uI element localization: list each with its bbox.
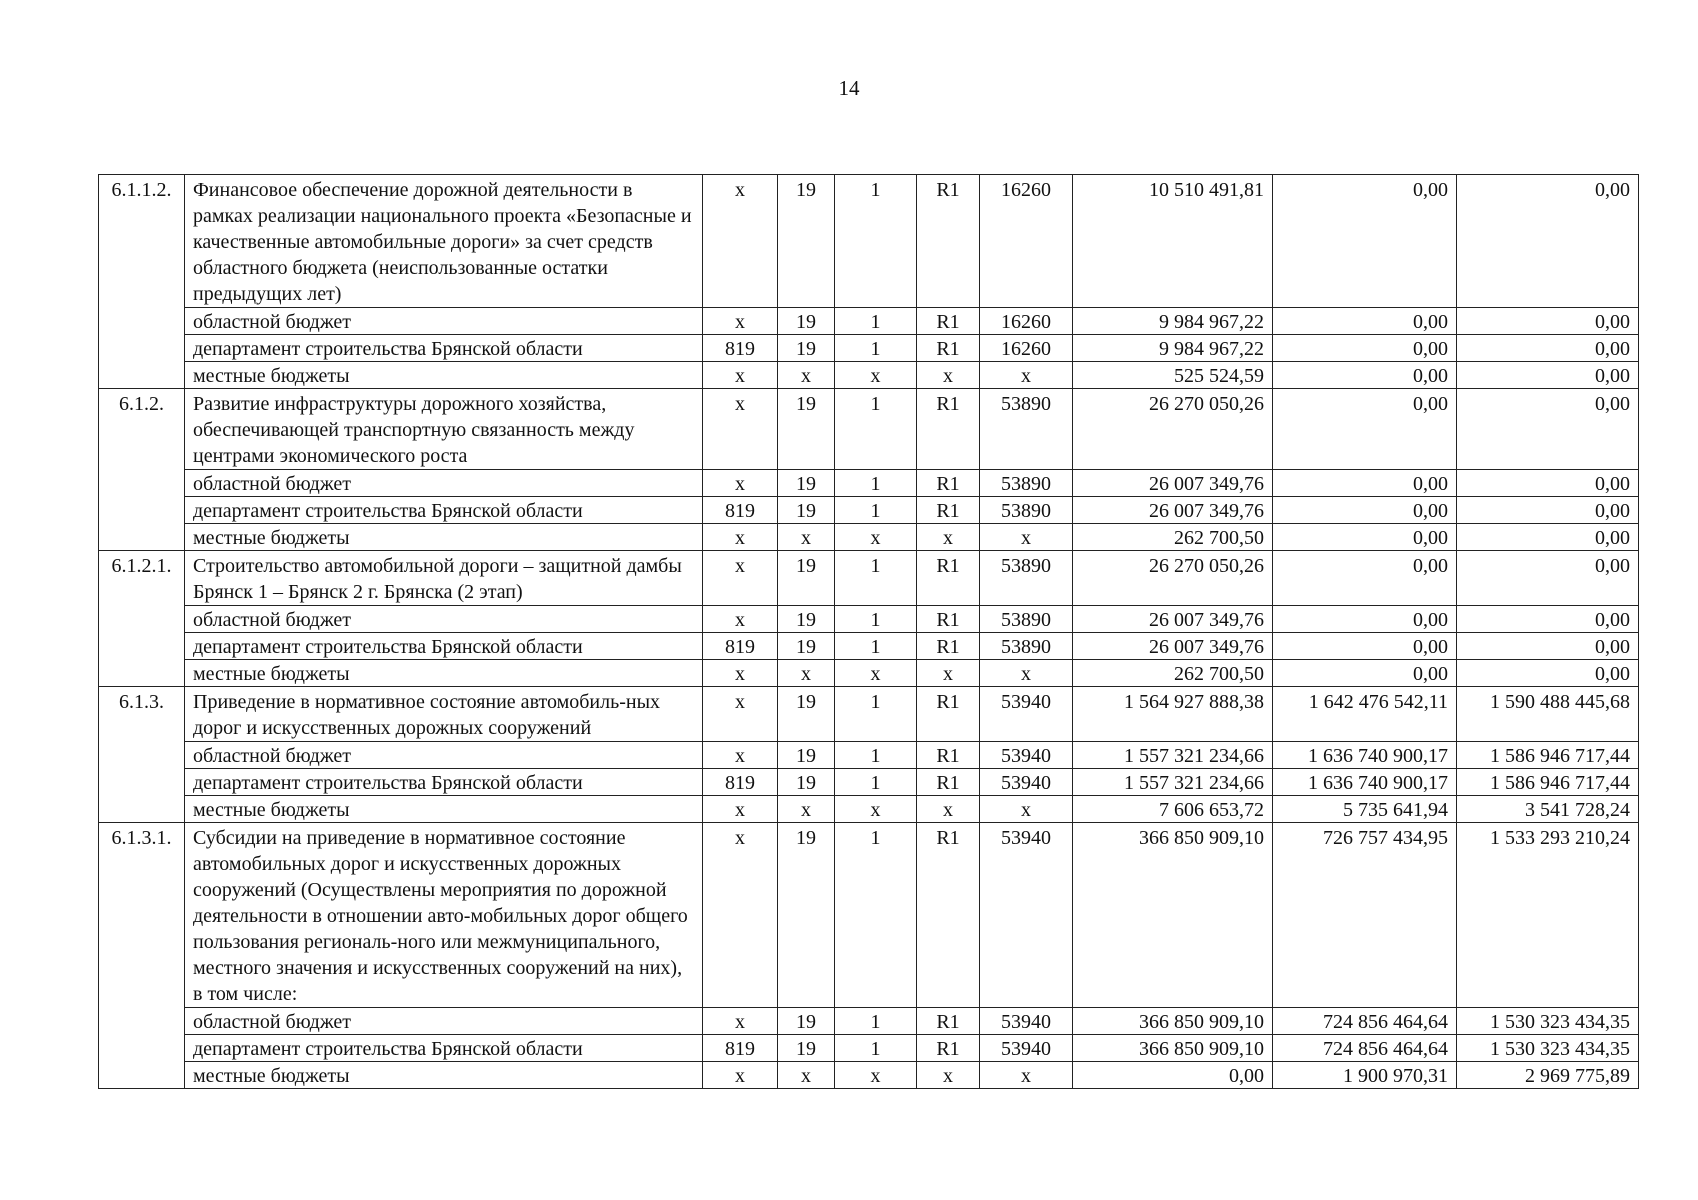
subprogram-code: 1 xyxy=(835,497,917,524)
amount-2: 0,00 xyxy=(1273,470,1457,497)
item-name: местные бюджеты xyxy=(185,660,703,687)
subprogram-code: 1 xyxy=(835,175,917,308)
table-row xyxy=(99,823,1639,1008)
project-code: R1 xyxy=(917,687,980,742)
section-code: 19 xyxy=(778,823,835,1008)
section-code: x xyxy=(778,660,835,687)
project-code: R1 xyxy=(917,606,980,633)
amount-3: 0,00 xyxy=(1457,524,1639,551)
item-name: Приведение в нормативное состояние автомобиль-ных дорог и искусственных дорожных сооружений xyxy=(185,687,703,742)
budget-table xyxy=(98,174,1639,1089)
amount-1: 262 700,50 xyxy=(1073,660,1273,687)
section-code: 19 xyxy=(778,633,835,660)
amount-1: 1 564 927 888,38 xyxy=(1073,687,1273,742)
amount-2: 0,00 xyxy=(1273,497,1457,524)
table-row xyxy=(99,524,1639,551)
admin-code: 819 xyxy=(703,335,778,362)
table-row xyxy=(99,497,1639,524)
direction-code: 53940 xyxy=(980,1035,1073,1062)
item-name: Строительство автомобильной дороги – защитной дамбы Брянск 1 – Брянск 2 г. Брянска (2 этап) xyxy=(185,551,703,606)
table-row xyxy=(99,362,1639,389)
item-name: департамент строительства Брянской области xyxy=(185,633,703,660)
project-code: R1 xyxy=(917,633,980,660)
table-row xyxy=(99,660,1639,687)
amount-1: 9 984 967,22 xyxy=(1073,308,1273,335)
section-code: x xyxy=(778,524,835,551)
direction-code: 53890 xyxy=(980,470,1073,497)
admin-code: x xyxy=(703,551,778,606)
admin-code: x xyxy=(703,308,778,335)
amount-2: 0,00 xyxy=(1273,551,1457,606)
project-code: x xyxy=(917,796,980,823)
item-code: 6.1.2. xyxy=(99,389,185,551)
amount-2: 1 900 970,31 xyxy=(1273,1062,1457,1089)
item-name: местные бюджеты xyxy=(185,796,703,823)
subprogram-code: 1 xyxy=(835,1008,917,1035)
subprogram-code: 1 xyxy=(835,606,917,633)
amount-3: 0,00 xyxy=(1457,362,1639,389)
amount-3: 1 586 946 717,44 xyxy=(1457,742,1639,769)
item-name: Развитие инфраструктуры дорожного хозяйства, обеспечивающей транспортную связанность между центрами экономического роста xyxy=(185,389,703,470)
admin-code: x xyxy=(703,660,778,687)
amount-2: 0,00 xyxy=(1273,389,1457,470)
amount-1: 366 850 909,10 xyxy=(1073,1035,1273,1062)
project-code: R1 xyxy=(917,335,980,362)
item-name: областной бюджет xyxy=(185,742,703,769)
amount-3: 0,00 xyxy=(1457,308,1639,335)
amount-3: 1 586 946 717,44 xyxy=(1457,769,1639,796)
item-name: департамент строительства Брянской области xyxy=(185,1035,703,1062)
amount-1: 366 850 909,10 xyxy=(1073,823,1273,1008)
admin-code: x xyxy=(703,524,778,551)
direction-code: 53940 xyxy=(980,823,1073,1008)
amount-2: 0,00 xyxy=(1273,524,1457,551)
direction-code: x xyxy=(980,362,1073,389)
page-number: 14 xyxy=(838,76,860,100)
item-code: 6.1.1.2. xyxy=(99,175,185,389)
amount-3: 0,00 xyxy=(1457,660,1639,687)
item-name: местные бюджеты xyxy=(185,524,703,551)
section-code: 19 xyxy=(778,470,835,497)
item-name: местные бюджеты xyxy=(185,362,703,389)
amount-2: 0,00 xyxy=(1273,633,1457,660)
section-code: 19 xyxy=(778,742,835,769)
direction-code: 53890 xyxy=(980,497,1073,524)
subprogram-code: x xyxy=(835,524,917,551)
admin-code: 819 xyxy=(703,769,778,796)
project-code: R1 xyxy=(917,497,980,524)
amount-1: 26 007 349,76 xyxy=(1073,470,1273,497)
project-code: R1 xyxy=(917,1035,980,1062)
project-code: R1 xyxy=(917,1008,980,1035)
table-row xyxy=(99,308,1639,335)
amount-1: 1 557 321 234,66 xyxy=(1073,769,1273,796)
amount-3: 0,00 xyxy=(1457,175,1639,308)
table-row xyxy=(99,470,1639,497)
direction-code: 53890 xyxy=(980,606,1073,633)
amount-3: 0,00 xyxy=(1457,633,1639,660)
section-code: x xyxy=(778,796,835,823)
table-row xyxy=(99,175,1639,308)
table-row xyxy=(99,1035,1639,1062)
amount-2: 0,00 xyxy=(1273,660,1457,687)
admin-code: x xyxy=(703,362,778,389)
amount-1: 7 606 653,72 xyxy=(1073,796,1273,823)
item-name: областной бюджет xyxy=(185,1008,703,1035)
project-code: R1 xyxy=(917,742,980,769)
table-row xyxy=(99,633,1639,660)
project-code: R1 xyxy=(917,551,980,606)
section-code: 19 xyxy=(778,551,835,606)
amount-2: 0,00 xyxy=(1273,606,1457,633)
amount-3: 1 530 323 434,35 xyxy=(1457,1035,1639,1062)
direction-code: 53940 xyxy=(980,742,1073,769)
project-code: R1 xyxy=(917,308,980,335)
subprogram-code: 1 xyxy=(835,823,917,1008)
subprogram-code: 1 xyxy=(835,769,917,796)
direction-code: 16260 xyxy=(980,335,1073,362)
amount-3: 0,00 xyxy=(1457,497,1639,524)
table-row xyxy=(99,796,1639,823)
section-code: 19 xyxy=(778,1008,835,1035)
table-row xyxy=(99,1008,1639,1035)
item-name: департамент строительства Брянской области xyxy=(185,497,703,524)
admin-code: x xyxy=(703,1062,778,1089)
amount-1: 1 557 321 234,66 xyxy=(1073,742,1273,769)
project-code: R1 xyxy=(917,175,980,308)
item-code: 6.1.2.1. xyxy=(99,551,185,687)
subprogram-code: 1 xyxy=(835,551,917,606)
direction-code: x xyxy=(980,660,1073,687)
amount-1: 262 700,50 xyxy=(1073,524,1273,551)
subprogram-code: 1 xyxy=(835,687,917,742)
direction-code: 53940 xyxy=(980,1008,1073,1035)
direction-code: 53890 xyxy=(980,389,1073,470)
amount-2: 724 856 464,64 xyxy=(1273,1008,1457,1035)
table-row xyxy=(99,1062,1639,1089)
subprogram-code: 1 xyxy=(835,633,917,660)
admin-code: 819 xyxy=(703,497,778,524)
direction-code: 53940 xyxy=(980,769,1073,796)
project-code: R1 xyxy=(917,470,980,497)
item-code: 6.1.3. xyxy=(99,687,185,823)
project-code: x xyxy=(917,524,980,551)
section-code: 19 xyxy=(778,308,835,335)
amount-2: 0,00 xyxy=(1273,362,1457,389)
section-code: 19 xyxy=(778,1035,835,1062)
section-code: 19 xyxy=(778,606,835,633)
amount-3: 0,00 xyxy=(1457,606,1639,633)
admin-code: x xyxy=(703,796,778,823)
admin-code: x xyxy=(703,823,778,1008)
amount-3: 1 530 323 434,35 xyxy=(1457,1008,1639,1035)
amount-2: 0,00 xyxy=(1273,308,1457,335)
direction-code: 16260 xyxy=(980,308,1073,335)
section-code: 19 xyxy=(778,687,835,742)
amount-3: 0,00 xyxy=(1457,470,1639,497)
project-code: x xyxy=(917,1062,980,1089)
admin-code: 819 xyxy=(703,1035,778,1062)
table-row xyxy=(99,742,1639,769)
amount-1: 525 524,59 xyxy=(1073,362,1273,389)
project-code: R1 xyxy=(917,769,980,796)
subprogram-code: x xyxy=(835,1062,917,1089)
amount-1: 26 007 349,76 xyxy=(1073,633,1273,660)
direction-code: 53940 xyxy=(980,687,1073,742)
amount-1: 10 510 491,81 xyxy=(1073,175,1273,308)
direction-code: 16260 xyxy=(980,175,1073,308)
table-row xyxy=(99,769,1639,796)
admin-code: x xyxy=(703,389,778,470)
amount-3: 1 533 293 210,24 xyxy=(1457,823,1639,1008)
section-code: x xyxy=(778,1062,835,1089)
admin-code: x xyxy=(703,742,778,769)
section-code: x xyxy=(778,362,835,389)
project-code: R1 xyxy=(917,389,980,470)
item-name: департамент строительства Брянской области xyxy=(185,769,703,796)
subprogram-code: 1 xyxy=(835,742,917,769)
direction-code: 53890 xyxy=(980,633,1073,660)
section-code: 19 xyxy=(778,497,835,524)
table-row xyxy=(99,335,1639,362)
section-code: 19 xyxy=(778,175,835,308)
table-row xyxy=(99,389,1639,470)
amount-2: 724 856 464,64 xyxy=(1273,1035,1457,1062)
amount-3: 3 541 728,24 xyxy=(1457,796,1639,823)
subprogram-code: 1 xyxy=(835,389,917,470)
admin-code: x xyxy=(703,470,778,497)
amount-3: 0,00 xyxy=(1457,335,1639,362)
admin-code: x xyxy=(703,175,778,308)
direction-code: x xyxy=(980,1062,1073,1089)
subprogram-code: x xyxy=(835,796,917,823)
direction-code: x xyxy=(980,524,1073,551)
amount-1: 26 270 050,26 xyxy=(1073,551,1273,606)
subprogram-code: x xyxy=(835,660,917,687)
amount-2: 1 636 740 900,17 xyxy=(1273,742,1457,769)
amount-2: 726 757 434,95 xyxy=(1273,823,1457,1008)
admin-code: x xyxy=(703,606,778,633)
amount-1: 26 007 349,76 xyxy=(1073,606,1273,633)
amount-1: 0,00 xyxy=(1073,1062,1273,1089)
section-code: 19 xyxy=(778,769,835,796)
direction-code: 53890 xyxy=(980,551,1073,606)
admin-code: 819 xyxy=(703,633,778,660)
section-code: 19 xyxy=(778,389,835,470)
direction-code: x xyxy=(980,796,1073,823)
amount-3: 2 969 775,89 xyxy=(1457,1062,1639,1089)
subprogram-code: 1 xyxy=(835,1035,917,1062)
amount-1: 9 984 967,22 xyxy=(1073,335,1273,362)
amount-2: 0,00 xyxy=(1273,335,1457,362)
project-code: x xyxy=(917,660,980,687)
subprogram-code: 1 xyxy=(835,470,917,497)
project-code: x xyxy=(917,362,980,389)
subprogram-code: 1 xyxy=(835,335,917,362)
item-name: областной бюджет xyxy=(185,606,703,633)
table-row xyxy=(99,687,1639,742)
amount-1: 26 270 050,26 xyxy=(1073,389,1273,470)
project-code: R1 xyxy=(917,823,980,1008)
table-row xyxy=(99,551,1639,606)
amount-2: 0,00 xyxy=(1273,175,1457,308)
amount-1: 366 850 909,10 xyxy=(1073,1008,1273,1035)
subprogram-code: x xyxy=(835,362,917,389)
item-name: областной бюджет xyxy=(185,470,703,497)
item-code: 6.1.3.1. xyxy=(99,823,185,1089)
item-name: Финансовое обеспечение дорожной деятельности в рамках реализации национального проекта «Безопасные и качественные автомобильные дороги» за счет средств областного бюджета (неиспользованные остатки предыдущих лет) xyxy=(185,175,703,308)
item-name: местные бюджеты xyxy=(185,1062,703,1089)
item-name: Субсидии на приведение в нормативное состояние автомобильных дорог и искусственных дорожных сооружений (Осуществлены мероприятия по дорожной деятельности в отношении авто-мобильных дорог общего пользования региональ-ного или межмуниципального, местного значения и искусственных сооружений на них), в том числе: xyxy=(185,823,703,1008)
amount-3: 0,00 xyxy=(1457,389,1639,470)
amount-2: 5 735 641,94 xyxy=(1273,796,1457,823)
amount-3: 0,00 xyxy=(1457,551,1639,606)
amount-2: 1 636 740 900,17 xyxy=(1273,769,1457,796)
amount-1: 26 007 349,76 xyxy=(1073,497,1273,524)
item-name: департамент строительства Брянской области xyxy=(185,335,703,362)
table-row xyxy=(99,606,1639,633)
item-name: областной бюджет xyxy=(185,308,703,335)
amount-3: 1 590 488 445,68 xyxy=(1457,687,1639,742)
subprogram-code: 1 xyxy=(835,308,917,335)
section-code: 19 xyxy=(778,335,835,362)
admin-code: x xyxy=(703,687,778,742)
amount-2: 1 642 476 542,11 xyxy=(1273,687,1457,742)
admin-code: x xyxy=(703,1008,778,1035)
